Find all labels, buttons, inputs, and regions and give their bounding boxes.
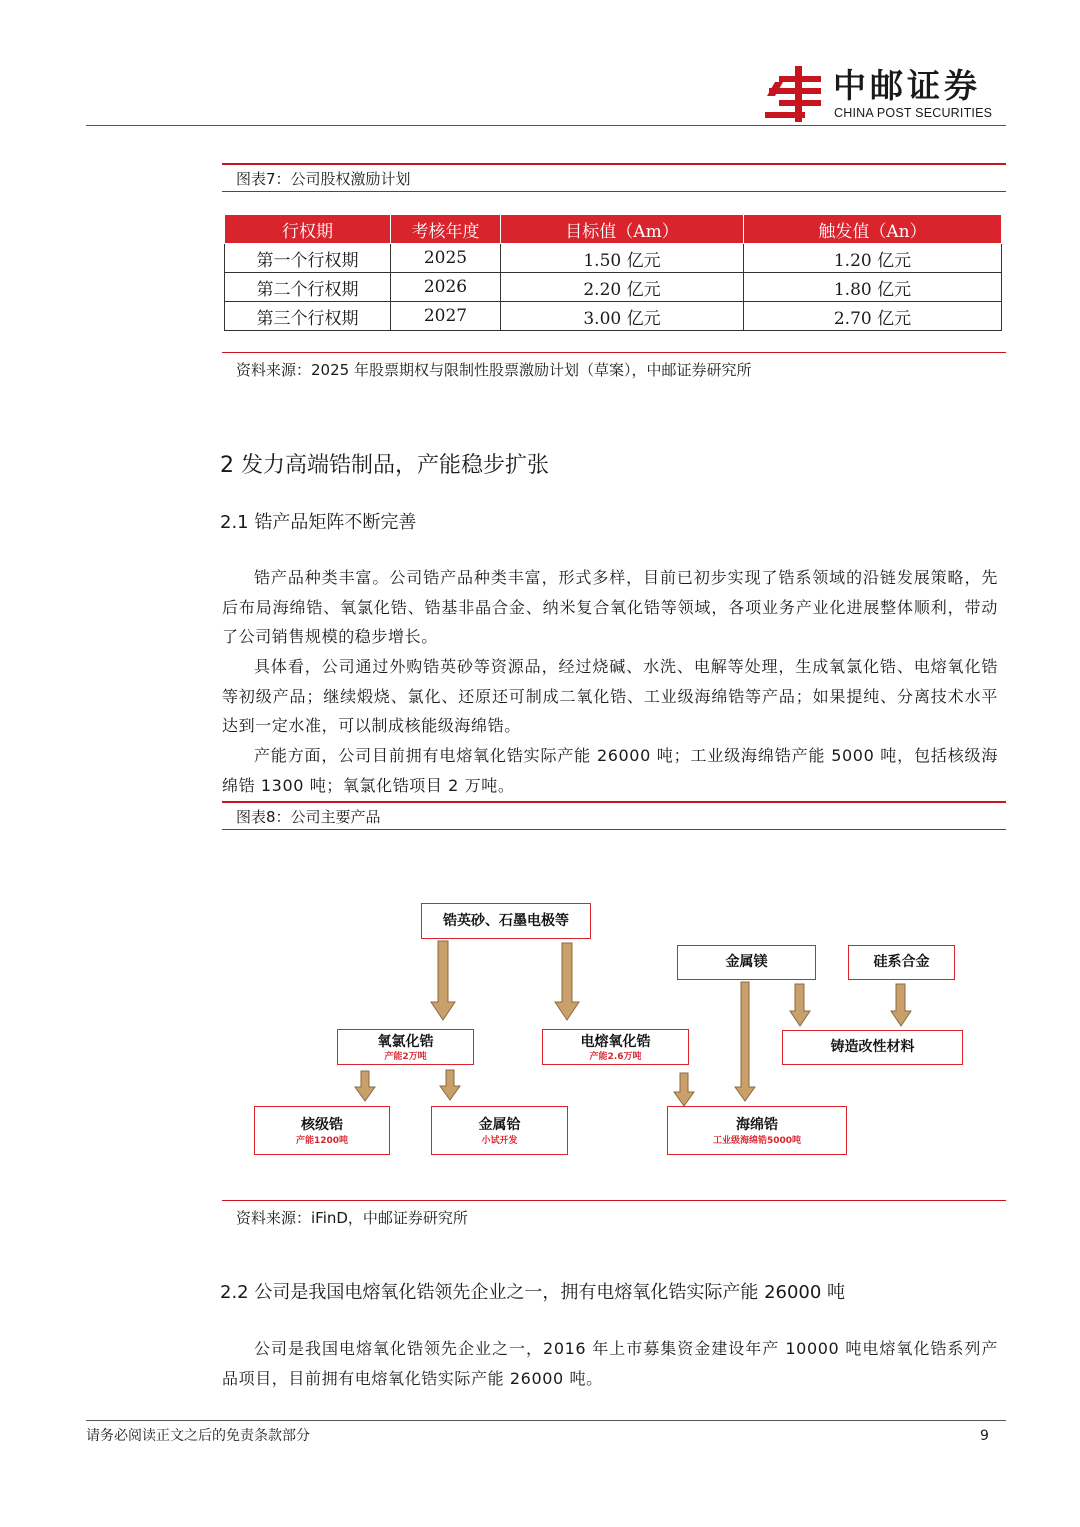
column-header: 考核年度: [391, 215, 501, 244]
figure7-caption: 图表7：公司股权激励计划: [236, 170, 411, 188]
figure7-source: 资料来源：2025 年股票期权与限制性股票激励计划（草案），中邮证券研究所: [236, 361, 752, 379]
arrow-down-icon: [555, 943, 579, 1020]
table-cell: 第二个行权期: [225, 273, 391, 302]
node-capacity: 产能2.6万吨: [589, 1052, 642, 1062]
arrow-down-icon: [891, 984, 911, 1026]
node-title: 氧氯化锆: [377, 1034, 434, 1050]
node-casting-material: [782, 1030, 963, 1065]
arrow-down-icon: [674, 1073, 694, 1106]
node-title: 电熔氧化锆: [580, 1034, 651, 1050]
node-capacity: 小试开发: [481, 1136, 518, 1146]
arrow-down-icon: [431, 941, 455, 1020]
table-cell: 1.20 亿元: [744, 244, 1002, 273]
node-capacity: 产能2万吨: [384, 1052, 427, 1062]
node-metal-hafnium: [431, 1106, 568, 1155]
brand-name-cn: 中邮证券: [833, 66, 981, 105]
table-cell: 2026: [391, 273, 501, 302]
brand-name-en: CHINA POST SECURITIES: [834, 106, 993, 120]
node-nuclear-zirconium: [254, 1106, 390, 1155]
figure8-caption: 图表8：公司主要产品: [236, 808, 381, 826]
node-raw-materials: [421, 903, 591, 939]
table-cell: 第三个行权期: [225, 302, 391, 331]
column-header: 触发值（An）: [744, 215, 1002, 244]
node-silicon-alloy: [848, 945, 955, 980]
node-zirconium-oxychloride: [337, 1029, 474, 1065]
arrow-down-icon: [355, 1071, 375, 1101]
node-magnesium: [677, 945, 816, 980]
column-header: 行权期: [225, 215, 391, 244]
subsection-heading: 2.1 锆产品矩阵不断完善: [220, 512, 417, 533]
node-title: 硅系合金: [873, 954, 930, 970]
node-title: 核级锆: [301, 1117, 343, 1133]
paragraph: 公司是我国电熔氧化锆领先企业之一，2016 年上市募集资金建设年产 10000 吨电熔氧化锆系列产品项目，目前拥有电熔氧化锆实际产能 26000 吨。: [222, 1339, 998, 1388]
node-sponge-zirconium: [667, 1106, 847, 1155]
figure8-source: 资料来源：iFinD，中邮证券研究所: [236, 1209, 468, 1227]
node-capacity: 产能1200吨: [295, 1136, 349, 1146]
arrow-down-icon: [440, 1070, 460, 1100]
figure8-source-rule: [222, 1200, 1006, 1201]
table-cell: 2025: [391, 244, 501, 273]
paragraph: 产能方面，公司目前拥有电熔氧化锆实际产能 26000 吨；工业级海绵锆产能 5000 吨，包括核级海绵锆 1300 吨；氧氯化锆项目 2 万吨。: [222, 746, 998, 795]
node-title: 金属铪: [478, 1117, 521, 1133]
page-number: 9: [980, 1428, 989, 1444]
node-capacity: 工业级海绵锆5000吨: [712, 1136, 802, 1146]
footer-disclaimer: 请务必阅读正文之后的免责条款部分: [86, 1428, 310, 1444]
table-cell: 2.20 亿元: [501, 273, 744, 302]
arrow-down-icon: [735, 982, 755, 1101]
node-title: 金属镁: [725, 954, 768, 970]
node-fused-zirconia: [542, 1029, 689, 1065]
arrow-down-icon: [790, 984, 810, 1026]
paragraph: 具体看，公司通过外购锆英砂等资源品，经过烧碱、水洗、电解等处理，生成氧氯化锆、电熔氧化锆等初级产品；继续煅烧、氯化、还原还可制成二氧化锆、工业级海绵锆等产品；如果提纯、分离技术水平达到一定水准，可以制成核能级海绵锆。: [222, 657, 998, 735]
table-cell: 2027: [391, 302, 501, 331]
table-cell: 2.70 亿元: [744, 302, 1002, 331]
subsection-heading: 2.2 公司是我国电熔氧化锆领先企业之一，拥有电熔氧化锆实际产能 26000 吨: [220, 1282, 846, 1303]
column-header: 目标值（Am）: [501, 215, 744, 244]
paragraph: 锆产品种类丰富。公司锆产品种类丰富，形式多样，目前已初步实现了锆系领域的沿链发展策略，先后布局海绵锆、氧氯化锆、锆基非晶合金、纳米复合氧化锆等领域，各项业务产业化进展整体顺利，带动了公司销售规模的稳步增长。: [222, 568, 998, 646]
table-cell: 1.80 亿元: [744, 273, 1002, 302]
node-title: 海绵锆: [736, 1117, 778, 1133]
footer-divider: [86, 1420, 1006, 1421]
node-title: 铸造改性材料: [830, 1039, 915, 1055]
table-cell: 1.50 亿元: [501, 244, 744, 273]
node-title: 锆英砂、石墨电极等: [443, 913, 569, 929]
section-heading: 2 发力高端锆制品，产能稳步扩张: [220, 453, 549, 478]
table-cell: 第一个行权期: [225, 244, 391, 273]
table-cell: 3.00 亿元: [501, 302, 744, 331]
